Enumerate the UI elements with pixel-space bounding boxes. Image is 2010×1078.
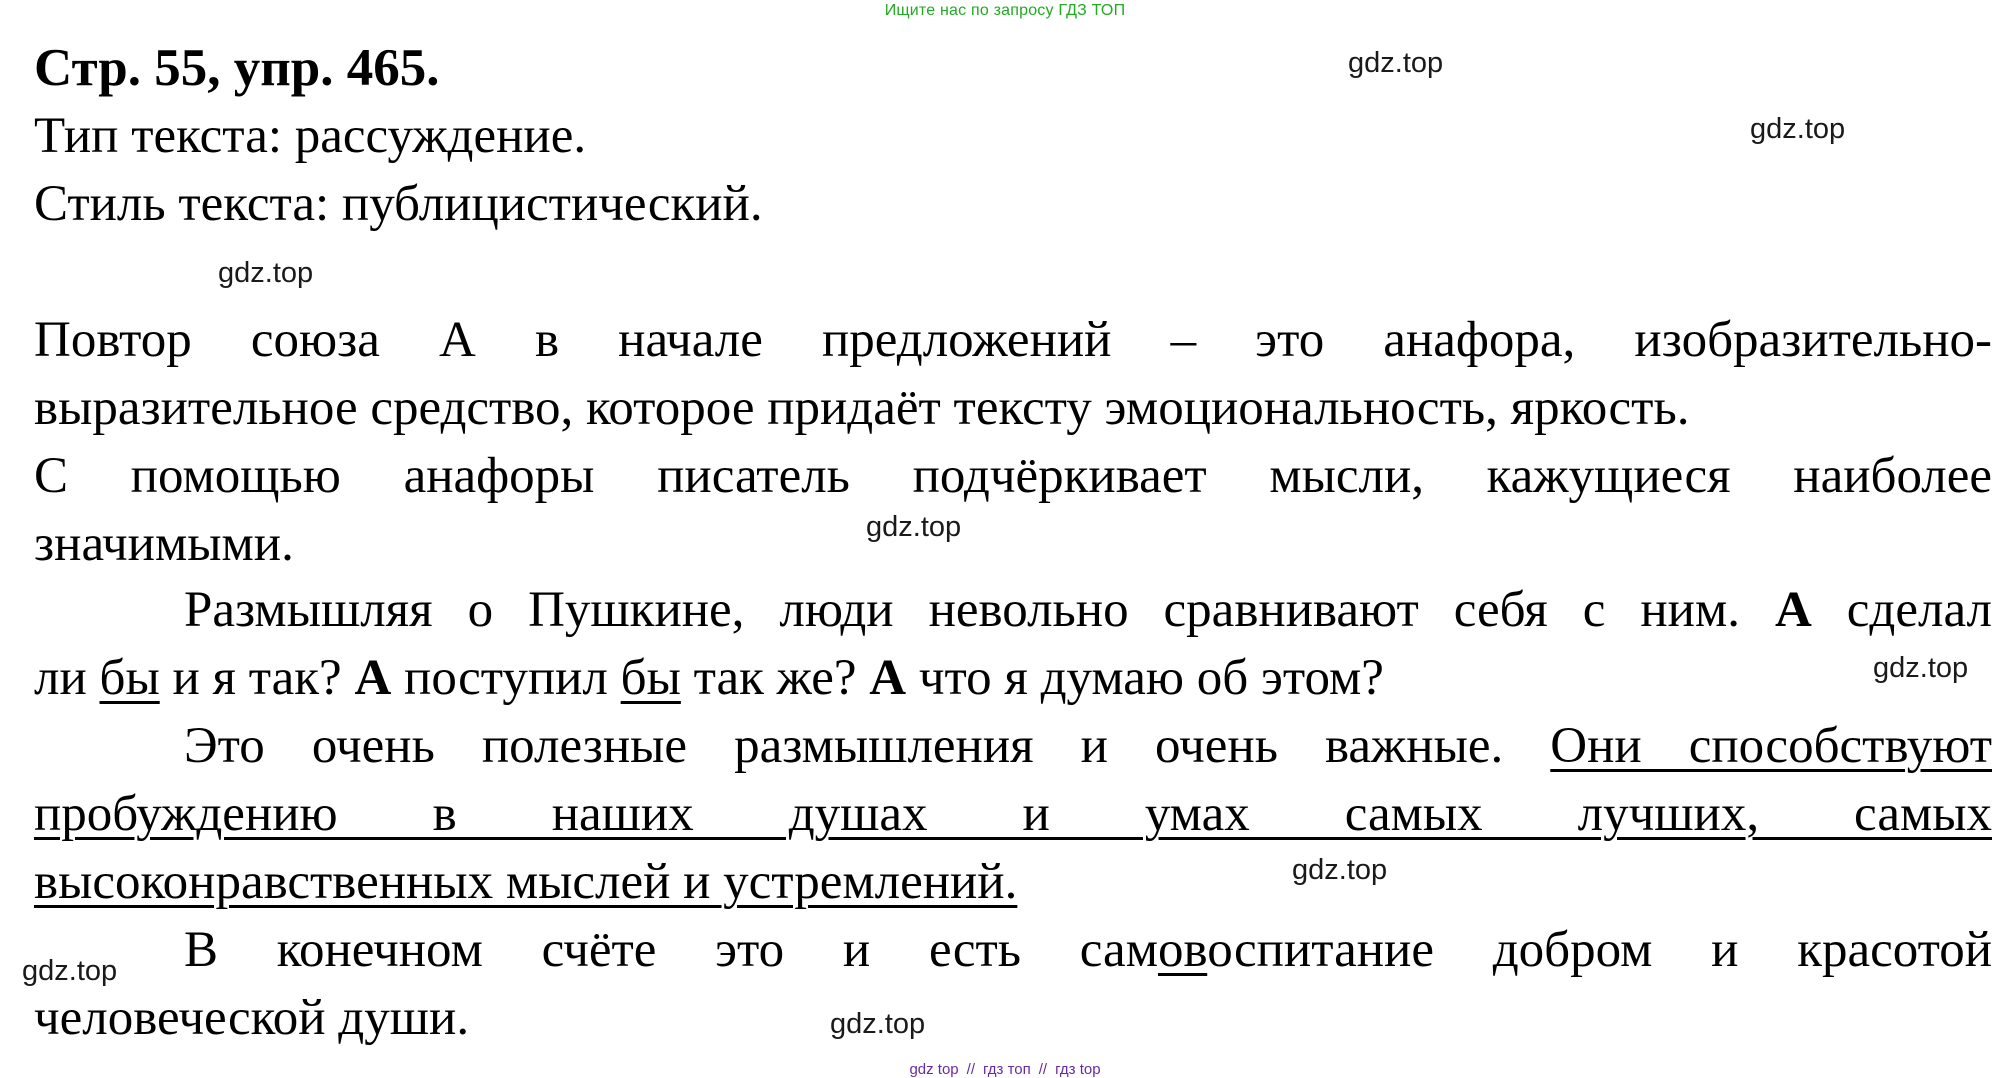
exercise-title: Стр. 55, упр. 465. [34, 39, 440, 97]
watermark: gdz.top [830, 1008, 926, 1040]
text-style-line: Стиль текста: публицистический. [34, 176, 763, 232]
text-fragment: поступил [391, 650, 621, 706]
text-fragment: Это очень полезные размышления и очень важные. [184, 718, 1551, 774]
text-fragment: ли [34, 650, 100, 706]
watermark: gdz.top [1348, 47, 1444, 79]
paragraph-2-line-2: значимыми. [34, 516, 294, 572]
text-fragment: оспитание добром и красотой [1207, 922, 1992, 978]
watermark: gdz.top [1292, 854, 1388, 886]
text-type-line: Тип текста: рассуждение. [34, 108, 587, 164]
paragraph-5-line-1 [34, 920, 1992, 980]
footer-separator: // [966, 1061, 975, 1078]
footer-links [0, 1062, 2010, 1078]
underlined-particle: бы [99, 650, 160, 706]
text-fragment: так же? [680, 650, 870, 706]
paragraph-1-line-1: Повтор союза А в начале предложений – это анафора, изобразительно- [34, 312, 1992, 368]
top-banner: Ищите нас по запросу ГДЗ ТОП [884, 2, 1126, 19]
paragraph-3-line-2 [34, 648, 1992, 708]
watermark: gdz.top [866, 511, 962, 543]
paragraph-1-line-2: выразительное средство, которое придаёт тексту эмоциональность, яркость. [34, 380, 1690, 436]
bold-conjunction: А [869, 650, 907, 706]
paragraph-4-line-1 [34, 716, 1992, 776]
paragraph-2-line-1: С помощью анафоры писатель подчёркивает мысли, кажущиеся наиболее [34, 448, 1992, 504]
text-fragment: В конечном счёте это и есть сам [184, 922, 1158, 978]
paragraph-3-line-1 [34, 580, 1992, 640]
underlined-sentence: высоконравственных мыслей и устремлений. [34, 854, 1018, 910]
footer-link[interactable]: gdz top [909, 1061, 959, 1078]
text-fragment: что я думаю об этом? [906, 650, 1384, 706]
footer-separator: // [1038, 1061, 1048, 1078]
text-fragment: Размышляя о Пушкине, люди невольно сравнивают себя с ним. [184, 582, 1775, 638]
text-fragment: сделал [1811, 582, 1992, 638]
footer-link[interactable]: гдз top [1055, 1061, 1101, 1078]
watermark: gdz.top [22, 955, 118, 987]
bold-conjunction: А [1774, 582, 1812, 638]
bold-conjunction: А [354, 650, 392, 706]
watermark: gdz.top [218, 257, 314, 289]
watermark: gdz.top [1750, 113, 1846, 145]
footer-link[interactable]: гдз топ [983, 1061, 1031, 1078]
paragraph-5-line-2: человеческой души. [34, 990, 470, 1046]
paragraph-4-line-2: пробуждению в наших душах и умах самых лучших, самых [34, 786, 1992, 842]
underlined-morpheme: ов [1157, 922, 1208, 978]
paragraph-4-line-3 [34, 852, 1992, 912]
text-fragment: и я так? [159, 650, 355, 706]
watermark: gdz.top [1873, 652, 1969, 684]
underlined-sentence: Они способствуют [1550, 718, 1992, 774]
underlined-particle: бы [620, 650, 681, 706]
